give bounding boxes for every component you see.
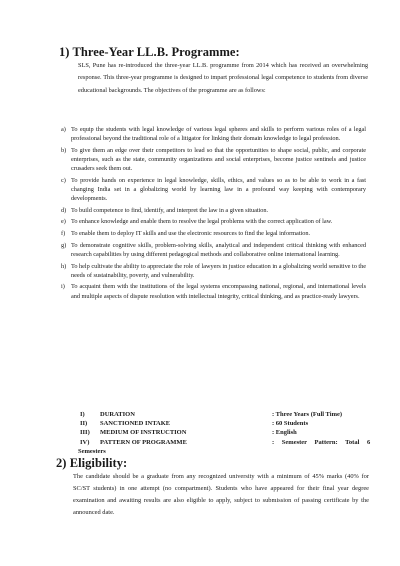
objective-marker: e) bbox=[61, 218, 66, 226]
objective-item bbox=[61, 146, 366, 173]
objective-item bbox=[61, 282, 366, 300]
objective-marker: b) bbox=[61, 146, 67, 154]
objective-text: To enable them to deploy IT skills and use the electronic resources to find the legal information. bbox=[71, 230, 311, 238]
detail-row-duration bbox=[78, 410, 370, 419]
objective-item bbox=[61, 176, 366, 203]
objective-item bbox=[61, 262, 366, 280]
detail-value: : English bbox=[272, 429, 297, 437]
eligibility-paragraph: The candidate should be a graduate from any recognized university with a minimum of 45% marks (40% for SC/ST students) in one attempt (no compartment). Students who have appeared for their final year degree examination and awaiting results are also eligible to apply, subject to submission of passing certificate by the announced date. bbox=[73, 472, 369, 516]
objective-marker: h) bbox=[61, 262, 67, 270]
objective-text: To demonstrate cognitive skills, problem-solving skills, analytical and independent critical thinking with enhanced research capabilities by using different pedagogical methods and collaborative online international learning. bbox=[71, 241, 366, 258]
objective-marker: a) bbox=[61, 126, 66, 133]
objective-item bbox=[61, 125, 366, 143]
objective-marker: d) bbox=[61, 206, 67, 214]
detail-row-pattern bbox=[78, 438, 370, 447]
objective-item bbox=[61, 241, 366, 259]
detail-value: : Three Years (Full Time) bbox=[272, 410, 343, 418]
objective-text: To help cultivate the ability to appreciate the role of lawyers in justice education in a globalizing world sensitive to the needs of sustainability, poverty, and vulnerability. bbox=[71, 262, 366, 279]
programme-intro-paragraph: SLS, Pune has re-introduced the three-year LL.B. programme from 2014 which has received an overwhelming response. This three-year programme is designed to impart professional legal competence to students from diverse educational backgrounds. The objectives of the programme are as follows: bbox=[78, 61, 368, 94]
detail-number: III) bbox=[80, 429, 90, 437]
detail-label: PATTERN OF PROGRAMME bbox=[100, 438, 187, 446]
objective-marker: g) bbox=[61, 241, 67, 249]
objective-text: To enhance knowledge and enable them to resolve the legal problems with the correct application of law. bbox=[71, 218, 333, 226]
detail-continuation: Semesters bbox=[78, 448, 106, 456]
objective-text: To build competence to find, identify, and interpret the law in a given situation. bbox=[71, 206, 269, 214]
detail-value: : 60 Students bbox=[272, 419, 309, 427]
objective-marker: c) bbox=[61, 176, 66, 184]
objective-item bbox=[61, 206, 366, 215]
detail-label: MEDIUM OF INSTRUCTION bbox=[100, 429, 187, 437]
objective-text: To provide hands on experience in legal knowledge, skills, ethics, and values so as to be able to work in a fast changing India set in a globalizing world by learning law in a profound way keeping with contemporary developments. bbox=[71, 176, 366, 203]
detail-number: I) bbox=[80, 410, 85, 418]
detail-row-medium bbox=[78, 428, 370, 437]
detail-value: : Semester Pattern: Total 6 bbox=[272, 438, 371, 446]
detail-row-intake bbox=[78, 419, 370, 428]
objective-marker: f) bbox=[61, 230, 66, 238]
objective-text: To acquaint them with the institutions of the legal systems encompassing national, regional, and international levels and multiple aspects of dispute resolution with intellectual integrity, critical thinking, and as practice-ready lawyers. bbox=[71, 283, 366, 300]
objective-marker: i) bbox=[61, 283, 65, 291]
detail-number: II) bbox=[80, 419, 88, 427]
programme-details bbox=[78, 410, 371, 456]
objective-item bbox=[61, 229, 366, 238]
objective-text: To give them an edge over their competitors to lead so that the opportunities to shape social, public, and corporate enterprises, such as the state, community organizations and social enterprises, become justice sentinels and justice crusaders seek them out. bbox=[71, 146, 366, 173]
section-heading-eligibility: 2) Eligibility: bbox=[56, 456, 128, 470]
detail-label: SANCTIONED INTAKE bbox=[100, 419, 171, 427]
section-heading-llb-programme: 1) Three-Year LL.B. Programme: bbox=[59, 45, 240, 59]
objective-item bbox=[61, 217, 366, 226]
detail-label: DURATION bbox=[100, 410, 135, 418]
detail-number: IV) bbox=[80, 438, 90, 446]
objectives-list bbox=[61, 125, 366, 303]
objective-text: To equip the students with legal knowledge of various legal spheres and skills to perform various roles of a legal professional beyond the traditional role of a litigator for linking their domain knowledge to legal profession. bbox=[71, 126, 366, 143]
